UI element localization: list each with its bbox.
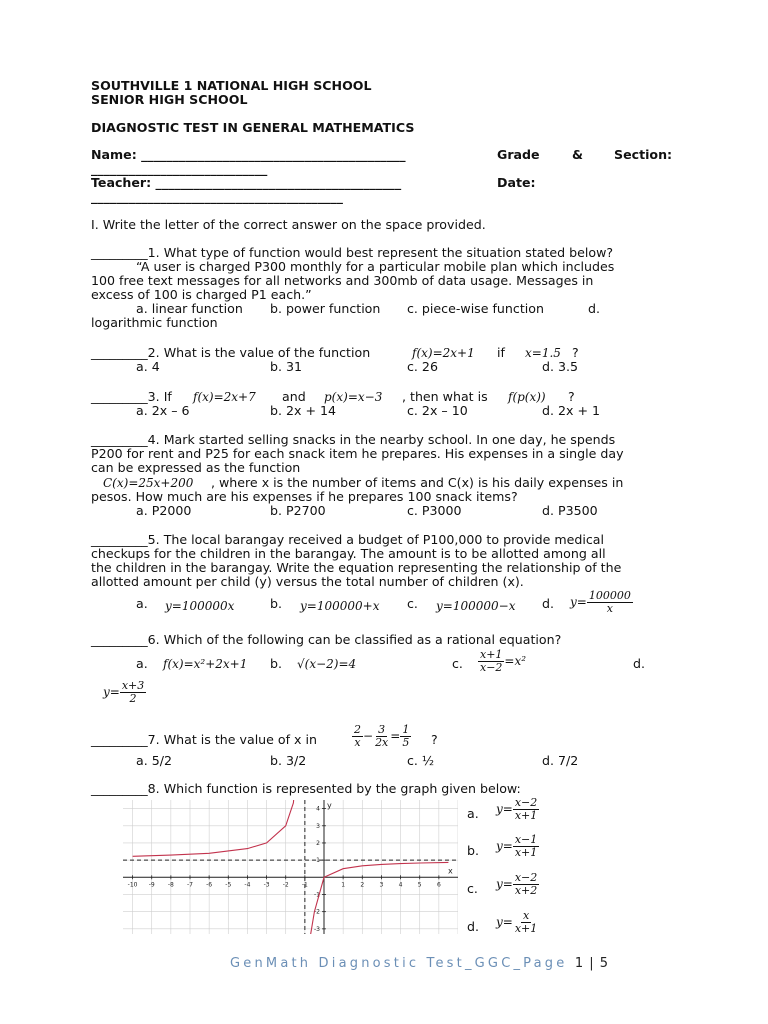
question-4-option-c: c. P3000 — [407, 503, 462, 518]
question-5 — [91, 533, 604, 547]
x-tick-label: 1 — [341, 881, 346, 889]
function-graph — [123, 800, 458, 934]
question-5-option-b-eq: y=100000+x — [300, 599, 380, 613]
frac-lhs: y= — [496, 839, 513, 853]
question-3 — [91, 390, 172, 404]
x-tick-label: -4 — [244, 881, 251, 889]
question-5-option-d: d. — [542, 596, 554, 611]
y-tick-label: -3 — [314, 925, 320, 933]
question-6-option-b: b. — [270, 656, 282, 671]
question-1-option-d: d. — [588, 301, 600, 316]
question-4 — [91, 433, 615, 447]
y-tick-label: 3 — [316, 822, 320, 830]
question-7-option-b: b. 3/2 — [270, 753, 307, 768]
answer-blank: _________ — [91, 389, 148, 404]
question-5-option-a-eq: y=100000x — [165, 599, 235, 613]
question-2-option-b: b. 31 — [270, 359, 303, 374]
question-5-option-a: a. — [136, 596, 148, 611]
question-7-option-c: c. ½ — [407, 753, 435, 768]
numerator: 1 — [402, 723, 410, 736]
fraction — [587, 590, 633, 615]
question-8-option-d: d. — [467, 919, 479, 934]
denominator: x — [606, 602, 613, 615]
denominator: 2 — [129, 692, 137, 705]
question-2-mark: ? — [572, 345, 579, 360]
question-6-option-d-eq — [103, 680, 146, 705]
question-1-option-b: b. power function — [270, 301, 381, 316]
question-5-option-d-eq — [570, 590, 633, 615]
footer-text: GenMath Diagnostic Test_GGC_Page — [230, 956, 568, 971]
question-1 — [91, 246, 613, 260]
answer-blank: _________ — [91, 632, 148, 647]
denominator: x+1 — [514, 846, 538, 859]
question-8-stem: 8. Which function is represented by the graph given below: — [147, 781, 521, 796]
date-label: Date: — [497, 175, 536, 190]
fraction — [513, 910, 539, 935]
question-8 — [91, 782, 521, 796]
x-tick-label: -5 — [225, 881, 232, 889]
frac-lhs: y= — [496, 877, 513, 891]
question-6-option-a: a. — [136, 656, 148, 671]
denominator: x−2 — [480, 661, 503, 674]
question-6-option-c-eq — [478, 649, 526, 674]
page-number: 1 | 5 — [574, 956, 609, 971]
question-4-function: C(x)=25x+200 — [103, 476, 194, 490]
curve-branch — [311, 862, 449, 934]
x-tick-label: 4 — [398, 881, 403, 889]
fraction — [513, 834, 539, 859]
y-tick-label: -1 — [314, 891, 320, 899]
x-tick-label: 6 — [436, 881, 441, 889]
denominator: x — [354, 736, 361, 749]
numerator: x — [522, 909, 530, 922]
numerator: x−1 — [514, 833, 538, 846]
question-7 — [91, 733, 317, 747]
answer-blank: _________ — [91, 345, 148, 360]
question-2 — [91, 346, 370, 360]
question-3-stem: 3. If — [147, 389, 172, 404]
question-7-mark: ? — [431, 732, 438, 747]
fraction — [478, 649, 504, 674]
question-2-condition: x=1.5 — [525, 346, 561, 360]
fraction — [400, 724, 411, 749]
question-1-quote-line-2: 100 free text messages for all networks and 300mb of data usage. Messages in — [91, 273, 594, 288]
question-8-option-c-eq — [496, 872, 539, 897]
question-4-option-d: d. P3500 — [542, 503, 598, 518]
numerator: 100000 — [588, 589, 631, 602]
ampersand: & — [572, 147, 583, 162]
question-5-option-b: b. — [270, 596, 282, 611]
question-5-stem-1: 5. The local barangay received a budget of P100,000 to provide medical — [147, 532, 605, 547]
numerator: x−2 — [514, 871, 538, 884]
question-3-and: and — [282, 389, 306, 404]
question-2-if: if — [497, 345, 505, 360]
denominator: x+1 — [514, 809, 538, 822]
x-tick-label: -6 — [206, 881, 213, 889]
question-6-option-c: c. — [452, 656, 463, 671]
x-tick-label: -1 — [301, 881, 308, 889]
y-axis-label: y — [327, 801, 332, 810]
question-4-stem-4: , where x is the number of items and C(x) is his daily expenses in — [211, 475, 624, 490]
fraction — [120, 680, 146, 705]
question-4-stem-1: 4. Mark started selling snacks in the nearby school. In one day, he spends — [147, 432, 616, 447]
y-tick-label: 4 — [316, 805, 320, 813]
numerator: 3 — [378, 723, 386, 736]
question-2-stem: 2. What is the value of the function — [147, 345, 371, 360]
fraction — [513, 797, 539, 822]
question-6-option-d: d. — [633, 656, 645, 671]
question-5-option-c-eq: y=100000−x — [436, 599, 516, 613]
x-tick-label: -9 — [148, 881, 155, 889]
instruction: I. Write the letter of the correct answer on the space provided. — [91, 217, 486, 232]
question-5-stem-4: allotted amount per child (y) versus the total number of children (x). — [91, 574, 524, 589]
question-2-function: f(x)=2x+1 — [412, 346, 475, 360]
x-tick-label: 2 — [360, 881, 365, 889]
question-6-stem: 6. Which of the following can be classified as a rational equation? — [147, 632, 562, 647]
answer-blank: _________ — [91, 732, 148, 747]
test-title: DIAGNOSTIC TEST IN GENERAL MATHEMATICS — [91, 120, 415, 135]
section-line: ____________________________ — [91, 161, 268, 176]
y-tick-label: -2 — [314, 908, 320, 916]
question-4-option-b: b. P2700 — [270, 503, 326, 518]
question-3-composition: f(p(x)) — [508, 390, 546, 404]
numerator: 2 — [354, 723, 361, 736]
school-name: SOUTHVILLE 1 NATIONAL HIGH SCHOOL — [91, 78, 372, 93]
question-7-stem: 7. What is the value of x in — [147, 732, 317, 747]
fraction — [373, 724, 390, 749]
teacher-field: Teacher: _______________________________________ — [91, 175, 402, 190]
question-1-quote-line-3: excess of 100 is charged P1 each.” — [91, 287, 312, 302]
question-3-option-a: a. 2x – 6 — [136, 403, 190, 418]
question-2-option-d: d. 3.5 — [542, 359, 579, 374]
numerator: x+1 — [480, 648, 503, 661]
question-5-stem-2: checkups for the children in the barangay. The amount is to be allotted among all — [91, 546, 606, 561]
question-6-option-b-eq: √(x−2)=4 — [297, 657, 357, 671]
answer-blank: _________ — [91, 532, 148, 547]
question-1-quote-line-1: “A user is charged P300 monthly for a particular mobile plan which includes — [136, 259, 615, 274]
question-8-option-a-eq — [496, 797, 539, 822]
question-4-stem-3: can be expressed as the function — [91, 460, 301, 475]
question-1-option-d-text: logarithmic function — [91, 315, 218, 330]
frac-rhs: =x² — [504, 654, 527, 668]
question-6 — [91, 633, 561, 647]
question-3-option-c: c. 2x – 10 — [407, 403, 468, 418]
name-field: Name: __________________________________________ — [91, 147, 406, 162]
question-2-option-c: c. 26 — [407, 359, 438, 374]
fraction — [513, 872, 539, 897]
question-7-option-a: a. 5/2 — [136, 753, 172, 768]
question-7-equation — [352, 724, 411, 749]
question-8-option-b: b. — [467, 843, 479, 858]
date-line: ________________________________________ — [91, 189, 343, 204]
question-5-stem-3: the children in the barangay. Write the equation representing the relationship of the — [91, 560, 622, 575]
section-label: Section: — [614, 147, 673, 162]
frac-lhs: y= — [496, 915, 513, 929]
question-1-stem: 1. What type of function would best represent the situation stated below? — [147, 245, 614, 260]
answer-blank: _________ — [91, 245, 148, 260]
question-4-stem-2: P200 for rent and P25 for each snack item he prepares. His expenses in a single day — [91, 446, 624, 461]
x-tick-label: -3 — [263, 881, 270, 889]
minus-sign: − — [363, 729, 374, 743]
denominator: 5 — [402, 736, 410, 749]
y-tick-label: 1 — [316, 857, 320, 865]
page-footer — [230, 956, 609, 971]
answer-blank: _________ — [91, 432, 148, 447]
frac-lhs: y= — [570, 595, 587, 609]
question-6-option-a-eq: f(x)=x²+2x+1 — [163, 657, 248, 671]
equals-sign: = — [390, 729, 401, 743]
question-8-option-b-eq — [496, 834, 539, 859]
question-3-then: , then what is — [402, 389, 488, 404]
question-3-p: p(x)=x−3 — [324, 390, 383, 404]
frac-lhs: y= — [496, 802, 513, 816]
question-8-option-c: c. — [467, 881, 478, 896]
denominator: x+1 — [514, 922, 538, 935]
question-7-option-d: d. 7/2 — [542, 753, 579, 768]
numerator: x+3 — [121, 679, 145, 692]
question-3-option-b: b. 2x + 14 — [270, 403, 337, 418]
answer-blank: _________ — [91, 781, 148, 796]
question-1-option-c: c. piece-wise function — [407, 301, 544, 316]
denominator: 2x — [375, 736, 389, 749]
question-4-option-a: a. P2000 — [136, 503, 192, 518]
x-tick-label: -7 — [187, 881, 193, 889]
x-tick-label: -8 — [167, 881, 174, 889]
x-tick-label: -2 — [282, 881, 289, 889]
grade-label: Grade — [497, 147, 540, 162]
question-8-option-d-eq — [496, 910, 539, 935]
question-3-f: f(x)=2x+7 — [193, 390, 256, 404]
denominator: x+2 — [514, 884, 538, 897]
frac-lhs: y= — [103, 685, 120, 699]
question-2-option-a: a. 4 — [136, 359, 160, 374]
fraction — [352, 724, 363, 749]
question-1-option-a: a. linear function — [136, 301, 243, 316]
question-3-mark: ? — [568, 389, 575, 404]
x-axis-label: x — [448, 866, 453, 876]
numerator: x−2 — [514, 796, 538, 809]
x-tick-label: 5 — [417, 881, 422, 889]
y-tick-label: 2 — [316, 839, 320, 847]
x-tick-label: -10 — [127, 881, 138, 889]
x-tick-label: 3 — [379, 881, 384, 889]
question-3-option-d: d. 2x + 1 — [542, 403, 601, 418]
school-level: SENIOR HIGH SCHOOL — [91, 92, 248, 107]
question-8-option-a: a. — [467, 806, 479, 821]
question-4-stem-5: pesos. How much are his expenses if he prepares 100 snack items? — [91, 489, 518, 504]
question-5-option-c: c. — [407, 596, 418, 611]
